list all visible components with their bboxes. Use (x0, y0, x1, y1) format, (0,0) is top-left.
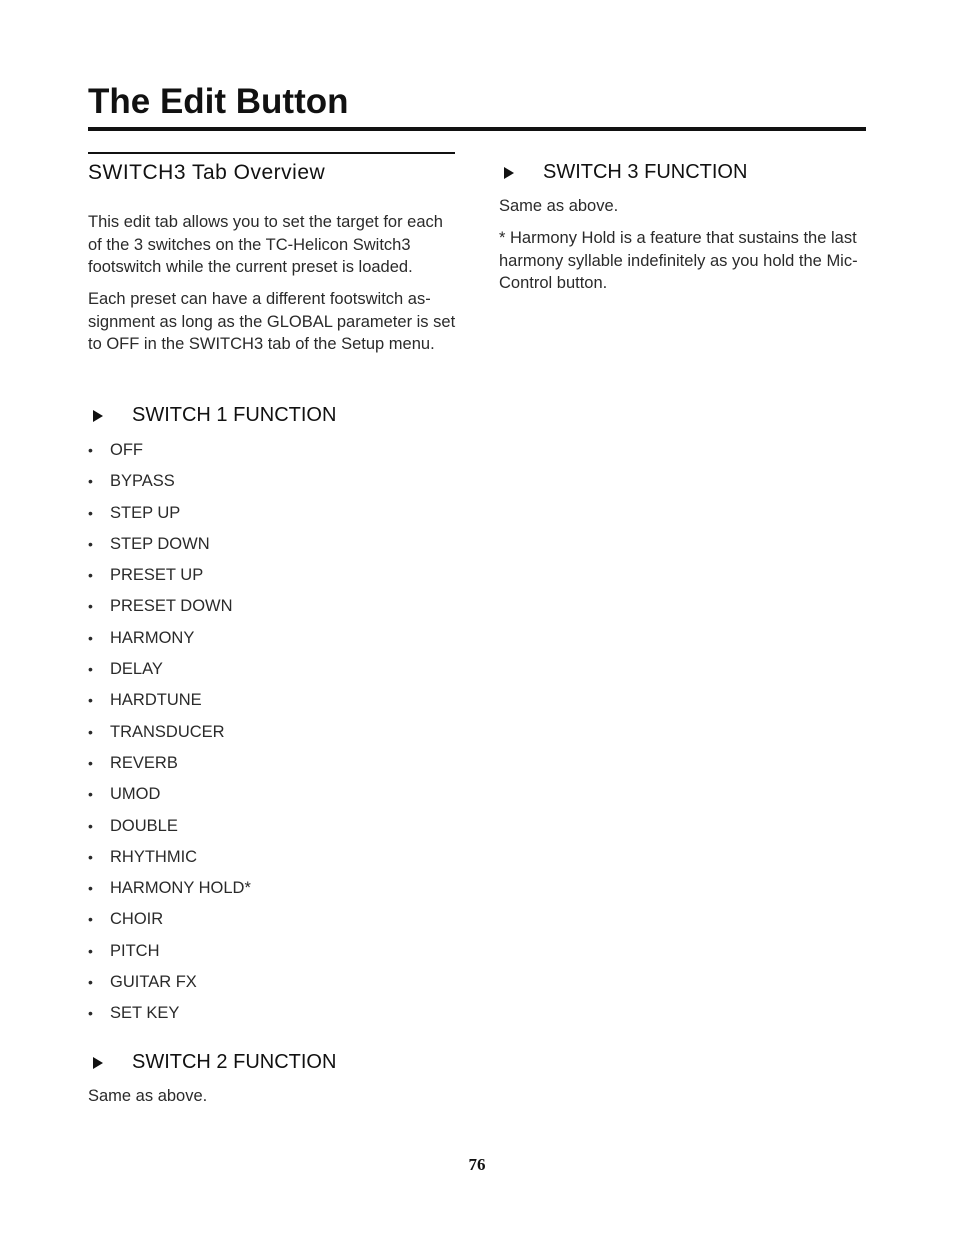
page-number: 76 (468, 1155, 486, 1174)
list-item (88, 563, 251, 594)
list-item (88, 845, 251, 876)
section-rule (88, 152, 455, 154)
title-rule (88, 127, 866, 131)
list-item (88, 1001, 251, 1032)
bullet-icon: • (88, 442, 93, 458)
bullet-icon: • (88, 629, 93, 646)
list-item-label: CHOIR (110, 910, 164, 929)
harmony-hold-note: * Harmony Hold is a feature that sustains the last harmony syllable indefinitely as you hold the Mic-Control button. (499, 229, 858, 293)
list-item (88, 939, 251, 970)
list-item (88, 626, 251, 657)
page-title: The Edit Button (88, 82, 349, 121)
bullet-icon: • (88, 911, 93, 928)
switch2-heading-label: SWITCH 2 FUNCTION (132, 1051, 337, 1073)
list-item (88, 532, 251, 563)
list-item-label: HARMONY (110, 628, 195, 647)
list-item (88, 501, 251, 532)
list-item-label: DOUBLE (110, 816, 178, 835)
bullet-icon: • (88, 661, 93, 678)
list-item-label: SET KEY (110, 1004, 180, 1023)
bullet-icon: • (88, 598, 93, 615)
list-item (88, 814, 251, 845)
bullet-icon: • (88, 848, 93, 865)
switch3-text: Same as above. (499, 197, 619, 215)
list-item (88, 907, 251, 938)
list-item (88, 688, 251, 719)
list-item (88, 720, 251, 751)
list-item (88, 751, 251, 782)
list-item-label: DELAY (110, 660, 163, 679)
switch1-function-list (88, 438, 251, 1033)
bullet-icon: • (88, 567, 93, 584)
bullet-icon: • (88, 942, 93, 959)
list-item-label: STEP DOWN (110, 534, 210, 553)
list-item-label: REVERB (110, 753, 178, 772)
list-item (88, 594, 251, 625)
bullet-icon: • (88, 786, 93, 803)
list-item-label: HARMONY HOLD* (110, 879, 251, 898)
section-heading: SWITCH3 Tab Overview (88, 161, 326, 184)
bullet-icon: • (88, 754, 93, 771)
switch1-heading (93, 404, 336, 427)
bullet-icon: • (88, 535, 93, 552)
bullet-icon: • (88, 723, 93, 740)
list-item-label: UMOD (110, 785, 161, 804)
list-item-label: HARDTUNE (110, 691, 202, 710)
bullet-icon: • (88, 974, 93, 991)
list-item-label: BYPASS (110, 472, 175, 491)
switch2-heading (93, 1051, 336, 1074)
list-item (88, 876, 251, 907)
switch2-text: Same as above. (88, 1087, 208, 1105)
triangle-right-icon (93, 410, 103, 422)
bullet-icon: • (88, 692, 93, 709)
list-item-label: PRESET DOWN (110, 597, 233, 616)
list-item (88, 657, 251, 688)
list-item-label: GUITAR FX (110, 973, 197, 992)
switch3-heading-label: SWITCH 3 FUNCTION (543, 161, 748, 183)
intro-paragraph-2: Each preset can have a different footswitch as-signment as long as the GLOBAL parameter is set to OFF in the SWITCH3 tab of the Setup menu. (88, 290, 456, 354)
list-item-label: STEP UP (110, 503, 181, 522)
bullet-icon: • (88, 880, 93, 897)
list-item (88, 438, 251, 469)
list-item (88, 469, 251, 500)
bullet-icon: • (88, 817, 93, 834)
list-item-label: PITCH (110, 941, 160, 960)
switch1-heading-label: SWITCH 1 FUNCTION (132, 404, 337, 426)
switch3-heading (504, 161, 747, 184)
list-item (88, 970, 251, 1001)
bullet-icon: • (88, 504, 93, 521)
list-item-label: PRESET UP (110, 566, 204, 585)
list-item-label: OFF (110, 441, 143, 459)
intro-paragraph-1: This edit tab allows you to set the target for each of the 3 switches on the TC-Helicon Switch3 footswitch while the current preset is loaded. (88, 213, 443, 277)
list-item-label: TRANSDUCER (110, 722, 225, 741)
bullet-icon: • (88, 1005, 93, 1022)
list-item-label: RHYTHMIC (110, 847, 198, 866)
bullet-icon: • (88, 473, 93, 490)
list-item (88, 782, 251, 813)
triangle-right-icon (93, 1057, 103, 1069)
triangle-right-icon (504, 167, 514, 179)
